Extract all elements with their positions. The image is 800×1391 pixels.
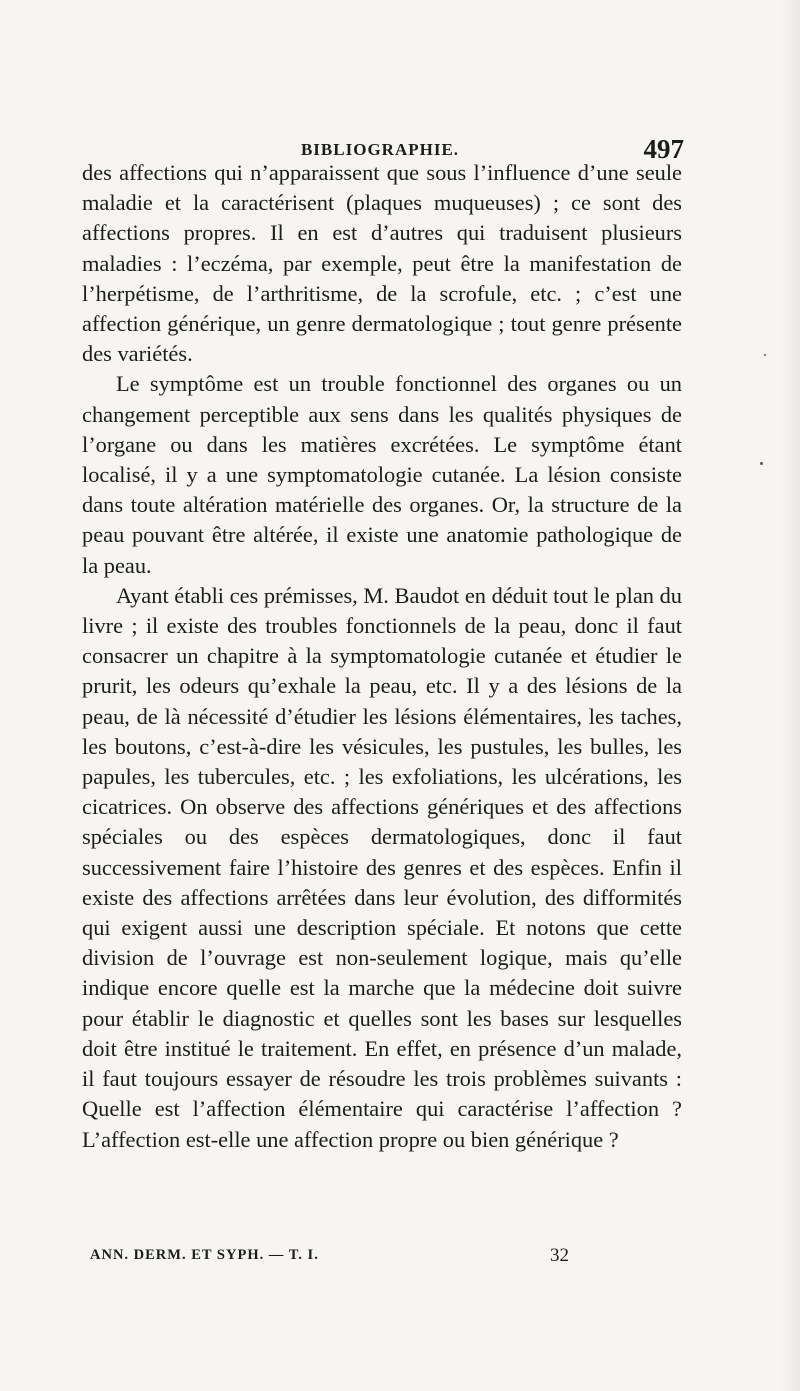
paragraph-3: Ayant établi ces prémisses, M. Baudot en déduit tout le plan du livre ; il existe des troubles fonctionnels de la peau, donc il faut consacrer un chapitre à la symptomatologie cutanée et étudier le prurit, les odeurs qu’exhale la peau, etc. Il y a des lésions de la peau, de là nécessité d’étudier les lésions élémentaires, les taches, les boutons, c’est-à-dire les vésicules, les pustules, les bulles, les papules, les tubercules, etc. ; les exfoliations, les ulcérations, les cicatrices. On observe des affections génériques et des affections spéciales ou des espèces dermatologiques, donc il faut successivement faire l’histoire des genres et des espèces. Enfin il existe des affections arrêtées dans leur évolution, des difformités qui exigent aussi une description spéciale. Et notons que cette division de l’ouvrage est non-seulement logique, mais qu’elle indique encore quelle est la marche que la médecine doit suivre pour établir le diagnostic et quelles sont les bases sur lesquelles doit être institué le traitement. En effet, en présence d’un malade, il faut toujours essayer de résoudre les trois problèmes suivants : Quelle est l’affection élémentaire qui caractérise l’affection ? L’affection est-elle une affection propre ou bien générique ?: [82, 582, 682, 1152]
stray-ink-mark: [760, 462, 763, 465]
page-edge-shadow: [780, 0, 800, 1391]
journal-signature: ANN. DERM. ET SYPH. — T. I.: [90, 1247, 319, 1263]
body-text: [82, 158, 682, 1155]
paragraph-2: Le symptôme est un trouble fonctionnel des organes ou un changement perceptible aux sens dans les qualités physiques de l’organe ou dans les matières excrétées. Le symptôme étant localisé, il y a une symptomatologie cutanée. La lésion consiste dans toute altération matérielle des organes. Or, la structure de la peau pouvant être altérée, il existe une anatomie pathologique de la peau.: [82, 371, 682, 578]
paragraph-1: des affections qui n’apparaissent que sous l’influence d’une seule maladie et la caractérisent (plaques muqueuses) ; ce sont des affections propres. Il en est d’autres qui traduisent plusieurs maladies : l’eczéma, par exemple, peut être la manifestation de l’herpétisme, de l’arthritisme, de la scrofule, etc. ; c’est une affection générique, un genre dermatologique ; tout genre présente des variétés.: [82, 160, 682, 367]
page-number: 497: [643, 134, 684, 164]
running-title: BIBLIOGRAPHIE.: [300, 140, 460, 159]
stray-ink-mark: [764, 354, 766, 356]
page-footer: [90, 1247, 690, 1271]
signature-number: 32: [550, 1245, 569, 1266]
